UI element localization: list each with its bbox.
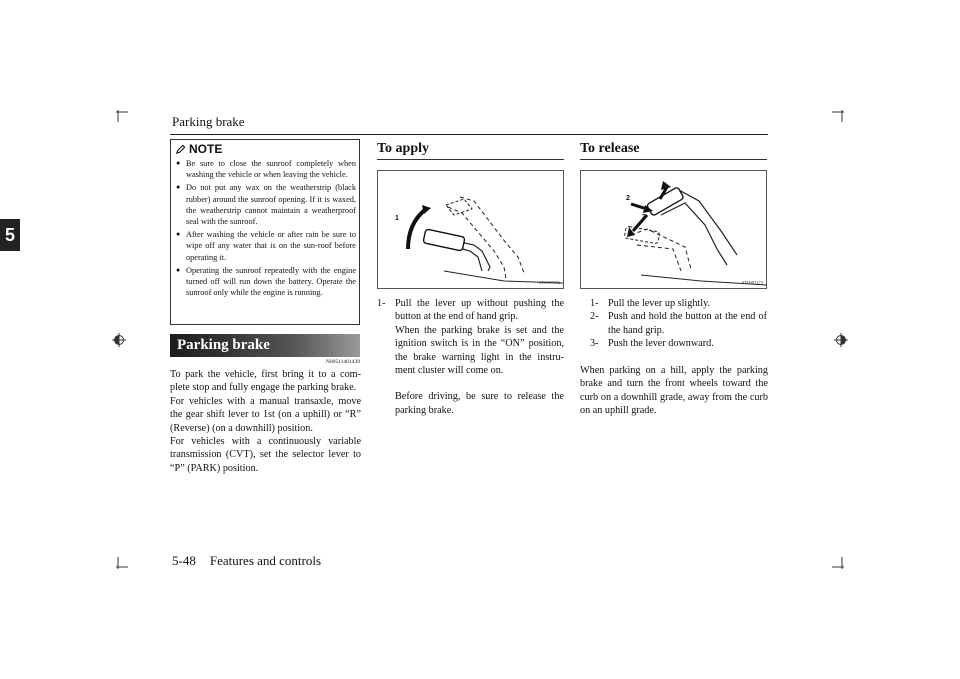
note-item: ● Do not put any wax on the weatherstrip (black rubber) around the sunroof opening. If it is waxed, the weatherstrip cannot maintain a weatherproof seal with the sunroof. [176, 182, 356, 227]
crop-mark-bottom-right [830, 555, 844, 569]
callout-1: 1 [664, 184, 668, 191]
callout-1: 1 [395, 215, 399, 222]
step-text: Push and hold the button at the end of the hand grip. [608, 311, 767, 336]
step-number: 3- [590, 338, 599, 350]
release-step [590, 310, 767, 337]
running-title: Parking brake [172, 114, 245, 129]
step-number: 1- [377, 298, 386, 309]
release-steps [590, 297, 767, 351]
figure-code: AF0007273 [741, 280, 763, 285]
release-step [590, 297, 767, 310]
step-text: Pull the lever up without pushing the button at the end of hand grip. [395, 298, 564, 323]
step-text: Push the lever downward. [608, 338, 714, 350]
chapter-tab: 5 [0, 219, 20, 251]
to-apply-rule [377, 159, 564, 160]
crop-mark-bottom-left [116, 555, 130, 569]
note-item: ● After washing the vehicle or after rain be sure to wipe off any water that is on the sun-roof before operating it. [176, 229, 356, 263]
note-heading [175, 142, 222, 156]
to-release-heading: To release [580, 141, 640, 156]
apply-illustration [377, 170, 564, 289]
step-text: Pull the lever up slightly. [608, 298, 711, 309]
parking-brake-heading: Parking brake [170, 334, 360, 357]
registration-mark-left [112, 333, 126, 347]
apply-steps [377, 297, 564, 417]
apply-step [377, 297, 564, 417]
parking-brake-body [170, 368, 361, 475]
note-item: ● Be sure to close the sunroof completely when washing the vehicle or when leaving the vehicle. [176, 158, 356, 180]
note-item: ● Operating the sunroof repeatedly with the engine turned off will run down the battery. Operate the sunroof only while the engine is running. [176, 265, 356, 299]
callout-2: 2 [626, 195, 630, 202]
paragraph: For vehicles with a continuously variable transmission (CVT), set the selector lever to “P” (PARK) position. [170, 436, 361, 474]
section-code: N00511401439 [325, 359, 360, 365]
crop-mark-top-right [830, 110, 844, 124]
note-box [170, 139, 360, 325]
to-release-rule [580, 159, 767, 160]
step-number: 2- [590, 311, 599, 323]
hill-parking-note: When parking on a hill, apply the parking brake and turn the front wheels toward the curb on a downhill grade, away from the curb on an uphill grade. [580, 365, 768, 417]
header-rule [170, 134, 768, 135]
callout-3: 3 [642, 214, 646, 221]
release-illustration [580, 170, 767, 289]
step-text: Before driving, be sure to release the parking brake. [395, 391, 564, 416]
pencil-icon [175, 144, 186, 155]
figure-code: AF0007282 [538, 280, 560, 285]
crop-mark-top-left [116, 110, 130, 124]
page-number: 5-48 [172, 553, 196, 568]
note-list [176, 158, 356, 300]
parking-brake-lever-drawing [378, 171, 564, 289]
page-footer [172, 553, 321, 569]
release-step [590, 337, 767, 350]
step-text: When the parking brake is set and the ignition switch is in the “ON” position, the brake warning light in the instru-ment cluster will come on. [395, 324, 564, 377]
registration-mark-right [834, 333, 848, 347]
note-label: NOTE [189, 142, 223, 156]
paragraph: To park the vehicle, first bring it to a com-plete stop and fully engage the parking brake. [170, 369, 361, 394]
parking-brake-release-drawing [581, 171, 767, 289]
paragraph: For vehicles with a manual transaxle, move the gear shift lever to 1st (on a uphill) or “R” (Reverse) (on a downhill) position. [170, 395, 361, 434]
to-apply-heading: To apply [377, 141, 430, 156]
footer-section: Features and controls [209, 553, 322, 568]
step-number: 1- [590, 298, 599, 309]
